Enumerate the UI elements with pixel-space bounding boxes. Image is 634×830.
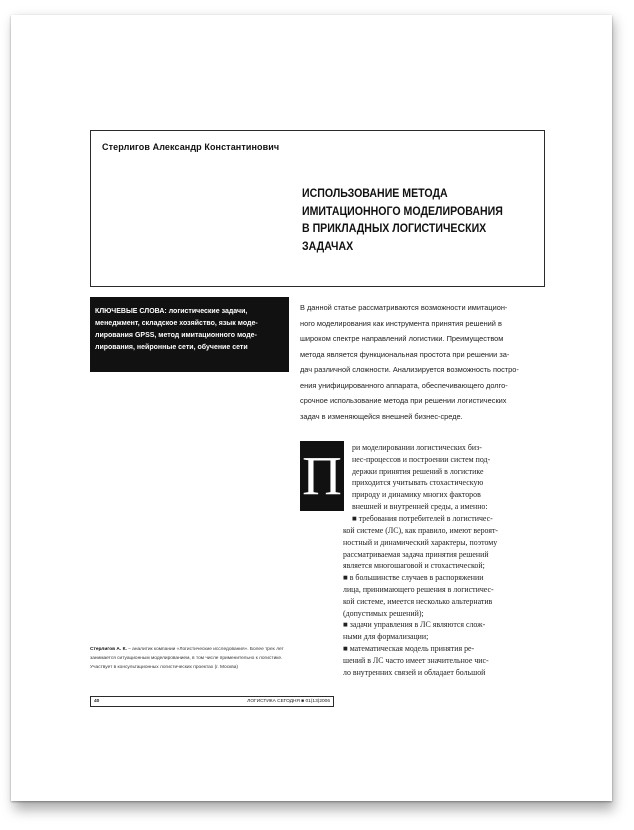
body-line: рассматриваемая задача принятия решений [343, 549, 489, 559]
journal-issue: ЛОГИСТИКА СЕГОДНЯ ■ 01(13)2006 [247, 699, 330, 704]
body-line: ■ задачи управления в ЛС являются слож- [343, 620, 486, 630]
body-line: ло внутренних связей и обладает большой [343, 667, 486, 677]
body-line: природу и динамику многих факторов [352, 490, 481, 500]
body-line: кой системе (ЛС), как правило, имеют вероят- [343, 526, 499, 535]
body-text-beside-dropcap [352, 442, 559, 525]
body-line: приходится учитывать стохастическую [352, 478, 484, 488]
body-text [343, 525, 560, 678]
body-line: ными для формализации; [343, 632, 429, 642]
keywords-line: лирования, нейронные сети, обучение сети [95, 344, 248, 351]
body-line: ■ в большинстве случаев в распоряжении [343, 573, 484, 583]
abstract-line: В данной статье рассматриваются возможности имитацион- [300, 303, 508, 312]
bio-line [90, 645, 322, 654]
title-box [90, 130, 545, 287]
bio-name: Стерлигов А. К. [90, 647, 127, 652]
bio-line: занимается ситуационным моделированием, в том числе применительно к логистике. [90, 656, 283, 661]
body-line: (допустимых решений); [343, 608, 424, 618]
body-line: ностный и динамический характеры, поэтому [343, 537, 498, 547]
body-line: ■ требования потребителей в логистичес- [352, 513, 493, 523]
abstract-line: задач в изменяющейся внешней бизнес-среде. [300, 411, 463, 421]
abstract [300, 300, 560, 424]
bio-line: Участвует в консультационных логистических проектах (г. Москва) [90, 665, 238, 670]
keywords-line: менеджмент, складское хозяйство, язык моде- [95, 320, 258, 327]
drop-cap: П [300, 441, 344, 511]
page-footer [90, 696, 334, 707]
abstract-line: метода является функциональная простота при решении за- [300, 349, 510, 359]
abstract-line: ения унифицированного аппарата, обеспечивающего долго- [300, 380, 508, 390]
body-line: шений в ЛС часто имеет значительное чис- [343, 655, 489, 665]
author-bio [90, 645, 322, 672]
body-line: нес-процессов и построении систем под- [352, 454, 491, 464]
document-page [11, 15, 612, 801]
body-line: лица, принимающего решения в логистичес- [343, 584, 494, 594]
title-line: В ПРИКЛАДНЫХ ЛОГИСТИЧЕСКИХ [302, 223, 487, 235]
abstract-line: срочное использование метода при решении логистических [300, 396, 507, 405]
body-line: ри моделировании логистических биз- [352, 443, 482, 452]
keywords-line: КЛЮЧЕВЫЕ СЛОВА: логистические задачи, [95, 308, 248, 315]
title-line: ИМИТАЦИОННОГО МОДЕЛИРОВАНИЯ [302, 205, 503, 218]
abstract-line: ного моделирования как инструмента принятия решений в [300, 318, 502, 328]
page-number: 40 [94, 699, 100, 704]
keywords-box [90, 297, 289, 372]
title-line: ИСПОЛЬЗОВАНИЕ МЕТОДА [302, 188, 448, 200]
keywords-line: лирования GPSS, метод имитационного моде- [95, 332, 257, 339]
body-line: является многошаговой и стохастической; [343, 561, 485, 571]
author-name: Стерлигов Александр Константинович [102, 142, 280, 152]
body-line: кой системе, имеется несколько альтернатив [343, 596, 493, 606]
body-line: ■ математическая модель принятия ре- [343, 643, 475, 653]
body-line: внешней и внутренней среды, а именно: [352, 501, 488, 511]
body-line: держки принятия решений в логистике [352, 466, 484, 476]
bio-text: – аналитик компании «Логистические исследования». Более трех лет [126, 647, 284, 652]
abstract-line: дач различной сложности. Анализируется возможность постро- [300, 365, 519, 374]
article-title [302, 186, 523, 256]
title-line: ЗАДАЧАХ [302, 240, 354, 253]
abstract-line: широком спектре направлений логистики. Преимуществом [300, 334, 504, 343]
